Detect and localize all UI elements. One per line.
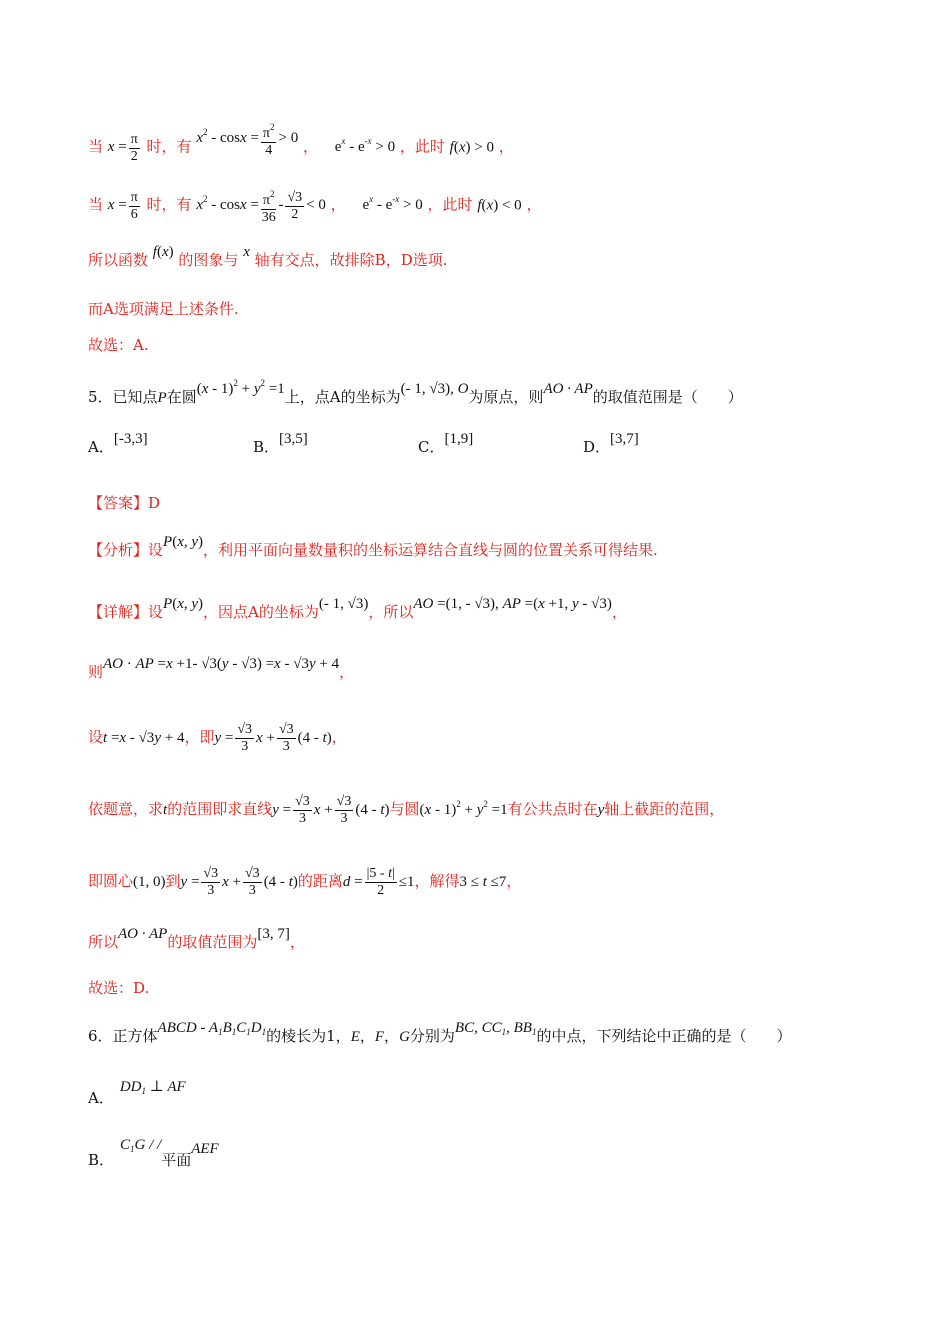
text: ，	[330, 195, 346, 214]
text: ，	[289, 933, 305, 951]
text: E	[350, 1029, 360, 1045]
text: 6．正方体	[88, 1027, 158, 1045]
text: A．	[88, 1089, 114, 1107]
math: (- 1, √3), O	[400, 381, 469, 397]
math: y = $\frac{√3}{3}$ x + $\frac{√3}{3}$ (4 - t)	[272, 794, 390, 827]
text: 【分析】	[88, 541, 149, 559]
math: [3,7]	[610, 431, 639, 447]
text: 当	[88, 137, 104, 156]
math: f(x) < 0	[477, 197, 522, 214]
text: ，	[506, 871, 522, 890]
text: 的棱长为1，	[266, 1027, 351, 1045]
q4-line-4: 而A选项满足上述条件.	[88, 300, 239, 318]
q5-stem	[88, 380, 743, 410]
text: G	[399, 1029, 410, 1045]
text: 时，有	[146, 195, 192, 214]
text: F	[374, 1029, 385, 1045]
text: t	[163, 802, 168, 818]
q5-detail-1	[88, 596, 627, 625]
math: $x^2$ - cosx = $\frac{\pi^2}{4}$ > 0	[196, 130, 298, 146]
text: 设	[148, 541, 164, 559]
math: $x^2$ - cosx = $\frac{\pi^2}{36}$ - $\frac{√3}{2}$ < 0	[196, 197, 326, 213]
text: ，即	[184, 727, 215, 746]
math: y = $\frac{√3}{3}$ x + $\frac{√3}{3}$ (4 - t)	[214, 722, 332, 754]
text: D	[148, 494, 161, 512]
q5-analysis	[88, 534, 658, 563]
text: B．	[88, 1151, 115, 1169]
math: AEF	[191, 1141, 219, 1157]
text: ，此时	[399, 137, 445, 156]
text: D．	[583, 438, 611, 456]
q5-detail-5	[88, 866, 521, 899]
math: t =x - √3y + 4	[103, 729, 185, 746]
text: ，	[526, 195, 542, 214]
text: ，	[339, 663, 355, 681]
q5-detail-3	[88, 722, 347, 755]
math: AO · AP =x +1- √3(y - √3) =x - √3y + 4	[103, 656, 340, 672]
text: 即圆心	[88, 871, 134, 890]
text: 依题意，求	[88, 800, 164, 818]
text: P	[157, 390, 167, 406]
text: 设	[148, 603, 164, 621]
text: ，	[359, 1027, 375, 1045]
text: 轴上截距的范围，	[604, 800, 725, 818]
text: 到	[165, 871, 181, 890]
q5-detail-4	[88, 792, 724, 827]
q4-line-2	[88, 186, 541, 226]
math: AO · AP	[543, 381, 593, 397]
math: x = $\frac{\pi}{6}$	[107, 189, 138, 222]
math: $C_1G$ / /	[120, 1137, 162, 1154]
text: ，	[302, 137, 318, 156]
math: $e^x - e^{-x} > 0$	[334, 136, 396, 156]
q6-option-a	[88, 1074, 186, 1107]
math: P(x, y)	[163, 534, 204, 550]
math: [-3,3]	[113, 431, 148, 447]
text: C．	[418, 438, 445, 456]
text: ，	[611, 603, 627, 621]
text: 的中点，下列结论中正确的是（ ）	[536, 1027, 792, 1045]
text: ，	[331, 727, 347, 746]
math: y = $\frac{√3}{3}$ x + $\frac{√3}{3}$ (4 - t)	[180, 866, 298, 898]
q5-option-c	[418, 431, 474, 457]
math: ABCD - $A_1B_1C_1D_1$	[157, 1020, 267, 1037]
text: 时，有	[146, 137, 192, 156]
text: ，因点A的坐标为	[203, 603, 319, 621]
math: 3 ≤ t ≤7	[459, 873, 507, 890]
q5-answer	[88, 491, 160, 515]
math: [3, 7]	[257, 926, 290, 942]
math: $DD_1$ ⊥ AF	[119, 1079, 186, 1096]
q6-stem	[88, 1020, 792, 1053]
math: f(x) > 0	[449, 139, 494, 156]
q5-option-b	[253, 431, 308, 457]
text: 当	[88, 195, 104, 214]
math: AO · AP	[118, 926, 168, 942]
text: ，所以	[368, 603, 414, 621]
text: ，此时	[427, 195, 473, 214]
text: 为原点，则	[468, 388, 544, 406]
math: (- 1, √3)	[318, 596, 369, 612]
text: 在圆	[166, 388, 197, 406]
text: 平面	[161, 1151, 192, 1169]
text: 的取值范围是（ ）	[592, 388, 743, 406]
text: 分别为	[409, 1027, 455, 1045]
text: 的取值范围为	[167, 933, 258, 951]
math: $e^x - e^{-x} > 0$	[362, 194, 423, 214]
math: AO =(1, - √3), AP =(x +1, y - √3)	[413, 596, 612, 612]
q6-option-b	[88, 1136, 219, 1169]
text: 轴有交点，故排除B，D选项.	[254, 251, 448, 269]
text: 的图象与	[178, 251, 239, 269]
text: 【详解】	[88, 603, 149, 621]
text: 所以函数	[88, 251, 149, 269]
text: 【答案】	[88, 494, 149, 512]
q4-line-3	[88, 244, 448, 273]
q5-detail-6	[88, 926, 305, 955]
math: x = $\frac{\pi}{2}$	[107, 131, 138, 164]
math: [1,9]	[444, 431, 474, 447]
math: (1, 0)	[133, 873, 166, 890]
q5-detail-2	[88, 656, 355, 685]
math: d = $\frac{|5 - t|}{2}$ ≤1	[342, 866, 415, 898]
text: 有公共点时在	[507, 800, 598, 818]
math: $(x - 1)^2 + y^2 =1$	[196, 378, 285, 397]
text: ，	[498, 137, 514, 156]
text: B．	[253, 438, 280, 456]
math: x	[243, 244, 250, 260]
text: 则	[88, 663, 104, 681]
math: $(x - 1)^2 + y^2 =1$	[419, 799, 508, 818]
math: [3,5]	[279, 431, 308, 447]
text: ，利用平面向量数量积的坐标运算结合直线与圆的位置关系可得结果.	[203, 541, 658, 559]
q4-line-1	[88, 122, 514, 168]
text: 与圆	[389, 800, 420, 818]
q5-option-d	[583, 431, 639, 457]
math: f(x)	[152, 244, 174, 260]
text: 5．已知点	[88, 388, 158, 406]
math: BC, $CC_1$, $BB_1$	[454, 1020, 537, 1037]
text: ，	[384, 1027, 400, 1045]
text: 上，点A的坐标为	[284, 388, 401, 406]
text: 的距离	[297, 871, 343, 890]
text: 设	[88, 727, 104, 746]
text: 的范围即求直线	[167, 800, 273, 818]
q4-answer-line: 故选：A.	[88, 336, 149, 354]
q5-final-answer: 故选：D.	[88, 979, 150, 997]
text: y	[597, 802, 605, 818]
math: P(x, y)	[163, 596, 204, 612]
q5-option-a	[88, 431, 148, 457]
text: A．	[88, 438, 114, 456]
text: ，解得	[414, 871, 460, 890]
text: 所以	[88, 933, 119, 951]
